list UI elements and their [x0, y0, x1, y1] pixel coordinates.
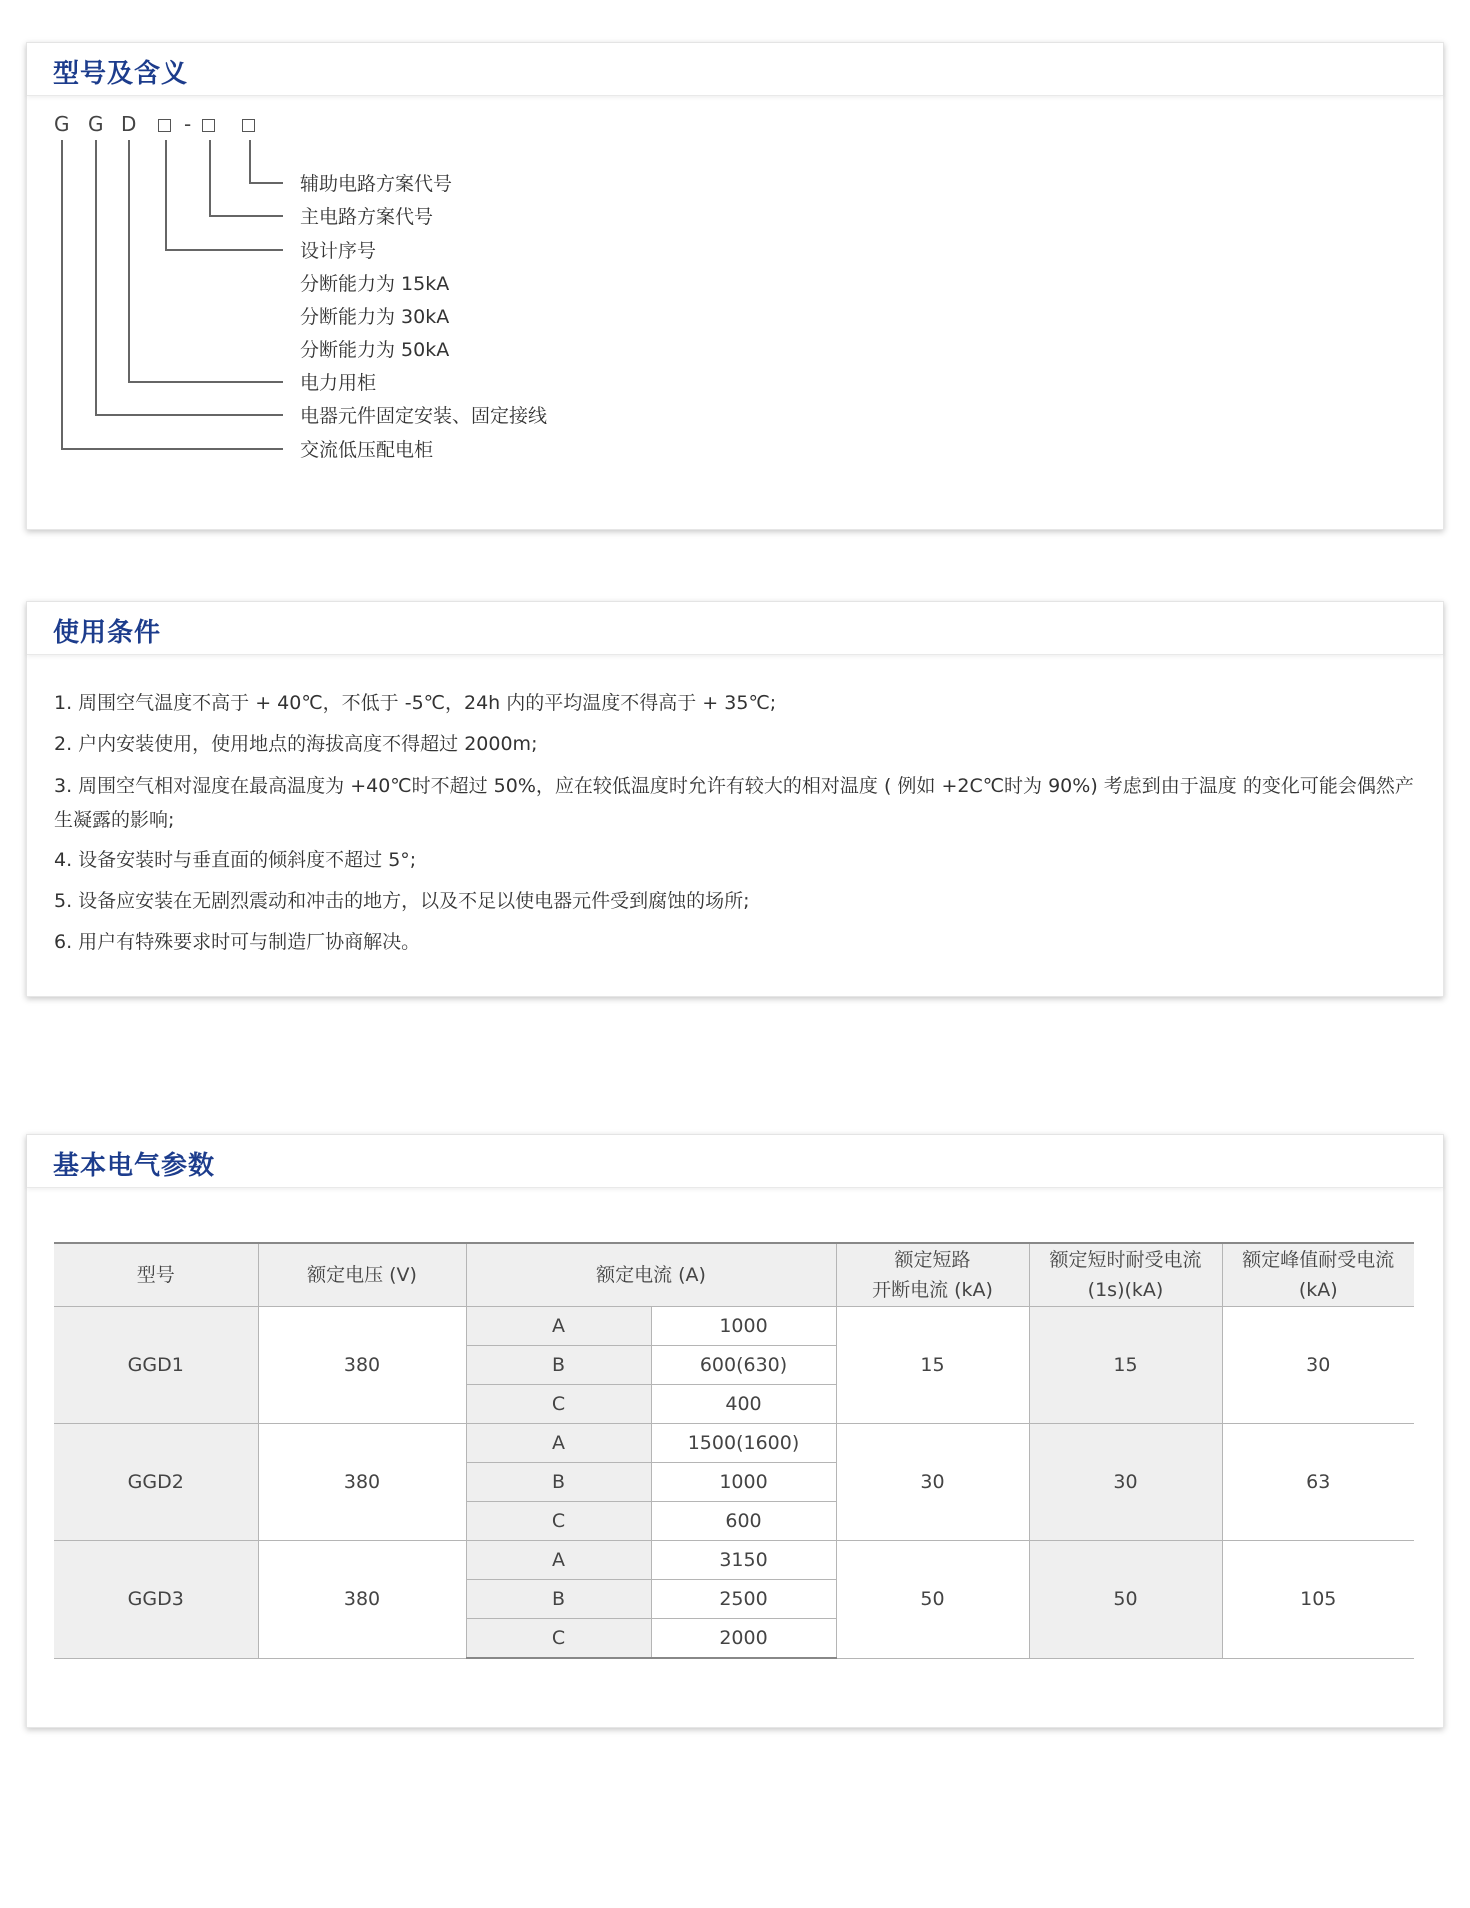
- cell-short-time: 50: [1029, 1541, 1222, 1659]
- code-box-main: [202, 119, 215, 132]
- card-header: [27, 43, 1443, 96]
- header-model: 型号: [54, 1243, 258, 1307]
- connector-line: [249, 140, 251, 183]
- cell-grade: A: [466, 1424, 651, 1463]
- header-current: 额定电流 (A): [466, 1243, 836, 1307]
- cell-grade: C: [466, 1385, 651, 1424]
- condition-item: 4. 设备安装时与垂直面的倾斜度不超过 5°;: [54, 849, 417, 871]
- params-table: [54, 1242, 1414, 1659]
- condition-item: 2. 户内安装使用，使用地点的海拔高度不得超过 2000m;: [54, 733, 538, 755]
- cell-short-time: 15: [1029, 1307, 1222, 1424]
- code-dash: -: [184, 112, 192, 136]
- connector-line: [209, 140, 211, 216]
- cell-grade: A: [466, 1307, 651, 1346]
- cell-current: 1000: [651, 1307, 836, 1346]
- cell-breaking: 15: [836, 1307, 1029, 1424]
- code-box-design: [158, 119, 171, 132]
- table-row: [54, 1307, 1414, 1346]
- model-label: 电力用柜: [300, 372, 377, 394]
- cell-voltage: 380: [258, 1541, 466, 1659]
- cell-current: 600: [651, 1502, 836, 1541]
- header-line: 额定短路: [894, 1249, 971, 1271]
- cell-voltage: 380: [258, 1307, 466, 1424]
- connector-line: [61, 448, 283, 450]
- header-breaking: [836, 1243, 1029, 1307]
- cell-current: 400: [651, 1385, 836, 1424]
- header-line: 额定短时耐受电流: [1049, 1249, 1202, 1271]
- condition-item: 3. 周围空气相对湿度在最高温度为 +40℃时不超过 50%，应在较低温度时允许有较大的相对温度 ( 例如 +2C℃时为 90%) 考虑到由于温度 的变化可能会偶然产生凝露的影响;: [54, 775, 1414, 831]
- cell-model: GGD2: [54, 1424, 258, 1541]
- header-line: (kA): [1298, 1279, 1338, 1301]
- card-header: [27, 1135, 1443, 1188]
- cell-current: 2000: [651, 1619, 836, 1659]
- cell-current: 3150: [651, 1541, 836, 1580]
- cell-grade: B: [466, 1463, 651, 1502]
- card-header: [27, 602, 1443, 655]
- header-short-time: [1029, 1243, 1222, 1307]
- cell-peak: 30: [1222, 1307, 1414, 1424]
- model-label: 分断能力为 15kA: [300, 273, 450, 295]
- cell-grade: B: [466, 1346, 651, 1385]
- header-voltage: 额定电压 (V): [258, 1243, 466, 1307]
- code-box-aux: [242, 119, 255, 132]
- cell-grade: C: [466, 1502, 651, 1541]
- model-label: 交流低压配电柜: [300, 439, 434, 461]
- connector-line: [95, 414, 283, 416]
- model-label: 电器元件固定安装、固定接线: [300, 405, 548, 427]
- connector-line: [165, 140, 167, 250]
- cell-model: GGD1: [54, 1307, 258, 1424]
- cell-grade: C: [466, 1619, 651, 1659]
- table-row: [54, 1424, 1414, 1463]
- connector-line: [61, 140, 63, 449]
- header-peak: [1222, 1243, 1414, 1307]
- table-row: [54, 1541, 1414, 1580]
- header-line: 开断电流 (kA): [872, 1279, 993, 1301]
- cell-breaking: 50: [836, 1541, 1029, 1659]
- model-label: 辅助电路方案代号: [300, 173, 453, 195]
- cell-model: GGD3: [54, 1541, 258, 1659]
- section-title: 基本电气参数: [53, 1151, 216, 1181]
- cell-grade: A: [466, 1541, 651, 1580]
- cell-current: 600(630): [651, 1346, 836, 1385]
- cell-current: 2500: [651, 1580, 836, 1619]
- model-label: 分断能力为 50kA: [300, 339, 450, 361]
- model-meaning-card: [26, 42, 1444, 530]
- condition-item: 5. 设备应安装在无剧烈震动和冲击的地方，以及不足以使电器元件受到腐蚀的场所;: [54, 890, 750, 912]
- model-label: 分断能力为 30kA: [300, 306, 450, 328]
- cell-current: 1000: [651, 1463, 836, 1502]
- code-letter-g1: G: [54, 112, 70, 136]
- connector-line: [128, 381, 283, 383]
- table-header-row: [54, 1243, 1414, 1307]
- section-title: 型号及含义: [53, 59, 189, 89]
- cell-breaking: 30: [836, 1424, 1029, 1541]
- condition-item: 1. 周围空气温度不高于 + 40℃，不低于 -5℃，24h 内的平均温度不得高于 + 35℃;: [54, 692, 777, 714]
- cell-voltage: 380: [258, 1424, 466, 1541]
- code-letter-d: D: [121, 112, 137, 136]
- connector-line: [95, 140, 97, 415]
- connector-line: [165, 249, 283, 251]
- cell-peak: 105: [1222, 1541, 1414, 1659]
- condition-item: 6. 用户有特殊要求时可与制造厂协商解决。: [54, 931, 421, 953]
- connector-line: [128, 140, 130, 382]
- cell-grade: B: [466, 1580, 651, 1619]
- header-line: 额定峰值耐受电流: [1242, 1249, 1395, 1271]
- connector-line: [209, 215, 283, 217]
- code-letter-g2: G: [88, 112, 104, 136]
- header-line: (1s)(kA): [1087, 1279, 1164, 1301]
- cell-current: 1500(1600): [651, 1424, 836, 1463]
- model-label: 主电路方案代号: [300, 206, 434, 228]
- cell-short-time: 30: [1029, 1424, 1222, 1541]
- section-title: 使用条件: [53, 618, 162, 648]
- connector-line: [249, 182, 283, 184]
- cell-peak: 63: [1222, 1424, 1414, 1541]
- model-label: 设计序号: [300, 240, 377, 262]
